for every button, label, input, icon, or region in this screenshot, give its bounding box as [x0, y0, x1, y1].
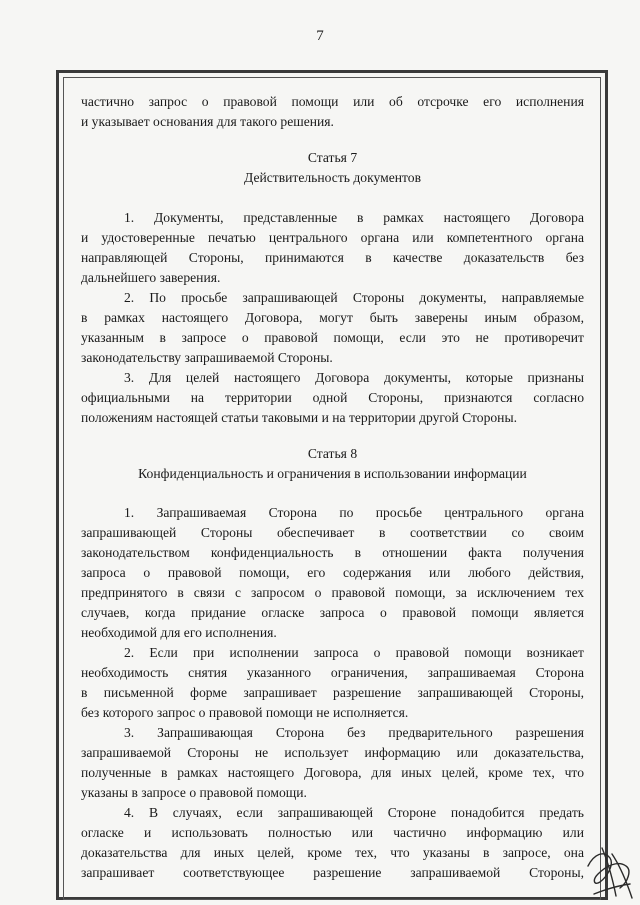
- text-line: запрашиваемой Стороны не использует информацию или доказательства,: [81, 745, 584, 760]
- text-line: 2. Если при исполнении запроса о правовой помощи возникает: [124, 645, 584, 660]
- text-line: и указывает основания для такого решения.: [81, 114, 334, 129]
- text-line: положениям настоящей статьи таковыми и на территории другой Стороны.: [81, 410, 517, 425]
- text-line: 1. Запрашиваемая Сторона по просьбе центрального органа: [124, 505, 584, 520]
- text-line: 3. Запрашивающая Сторона без предварительного разрешения: [124, 725, 584, 740]
- article-7-title: Действительность документов: [244, 170, 421, 185]
- article-7-paragraph-3: [81, 368, 584, 428]
- text-line: в письменной форме запрашивает разрешение запрашивающей Стороны,: [81, 685, 584, 700]
- text-line: полученные в рамках настоящего Договора, для иных целей, кроме тех, что: [81, 765, 584, 780]
- text-line: законодательством конфиденциальность в отношении факта получения: [81, 545, 584, 560]
- text-line: 4. В случаях, если запрашивающей Стороне понадобится предать: [124, 805, 584, 820]
- page-number: 7: [316, 28, 324, 44]
- intro-paragraph: [81, 92, 584, 132]
- signature-initials: [582, 836, 638, 902]
- article-8-paragraph-4: [81, 803, 584, 883]
- text-line: необходимой для его исполнения.: [81, 625, 277, 640]
- article-8-paragraph-2: [81, 643, 584, 723]
- text-line: дальнейшего заверения.: [81, 270, 221, 285]
- text-line: в рамках настоящего Договора, могут быть заверены иным образом,: [81, 310, 584, 325]
- article-7-paragraph-2: [81, 288, 584, 368]
- text-line: предпринятого в связи с запросом о правовой помощи, за исключением тех: [81, 585, 584, 600]
- text-line: запрашивающей Стороны обеспечивает в соответствии со своим: [81, 525, 584, 540]
- text-line: и удостоверенные печатью центрального органа или компетентного органа: [81, 230, 584, 245]
- text-line: запрашивает соответствующее разрешение запрашиваемой Стороны,: [81, 865, 584, 880]
- text-line: случаев, когда придание огласке запроса о правовой помощи является: [81, 605, 584, 620]
- article-8-paragraph-3: [81, 723, 584, 803]
- text-line: доказательства для иных целей, кроме тех, что указаны в запросе, она: [81, 845, 584, 860]
- document-body: [81, 92, 584, 883]
- text-line: официальными на территории одной Стороны, признаются согласно: [81, 390, 584, 405]
- text-line: огласке и использовать полностью или частично информацию или: [81, 825, 584, 840]
- text-line: 1. Документы, представленные в рамках настоящего Договора: [124, 210, 584, 225]
- article-8-title: Конфиденциальность и ограничения в использовании информации: [138, 466, 527, 481]
- text-line: без которого запрос о правовой помощи не исполняется.: [81, 705, 409, 720]
- article-8-paragraph-1: [81, 503, 584, 643]
- article-8-number: Статья 8: [307, 446, 358, 461]
- text-line: необходимость снятия указанного ограничения, запрашиваемая Сторона: [81, 665, 584, 680]
- article-7-paragraph-1: [81, 208, 584, 288]
- text-line: 3. Для целей настоящего Договора документы, которые признаны: [124, 370, 584, 385]
- text-line: направляющей Стороны, принимаются в качестве доказательств без: [81, 250, 584, 265]
- text-line: запроса о правовой помощи, его содержания или любого действия,: [81, 565, 584, 580]
- article-7-number: Статья 7: [307, 150, 358, 165]
- text-line: законодательству запрашиваемой Стороны.: [81, 350, 333, 365]
- text-line: указаны в запросе о правовой помощи.: [81, 785, 307, 800]
- text-line: указанным в запросе о правовой помощи, если это не противоречит: [81, 330, 584, 345]
- text-line: частично запрос о правовой помощи или об отсрочке его исполнения: [81, 94, 584, 109]
- text-line: 2. По просьбе запрашивающей Стороны документы, направляемые: [124, 290, 584, 305]
